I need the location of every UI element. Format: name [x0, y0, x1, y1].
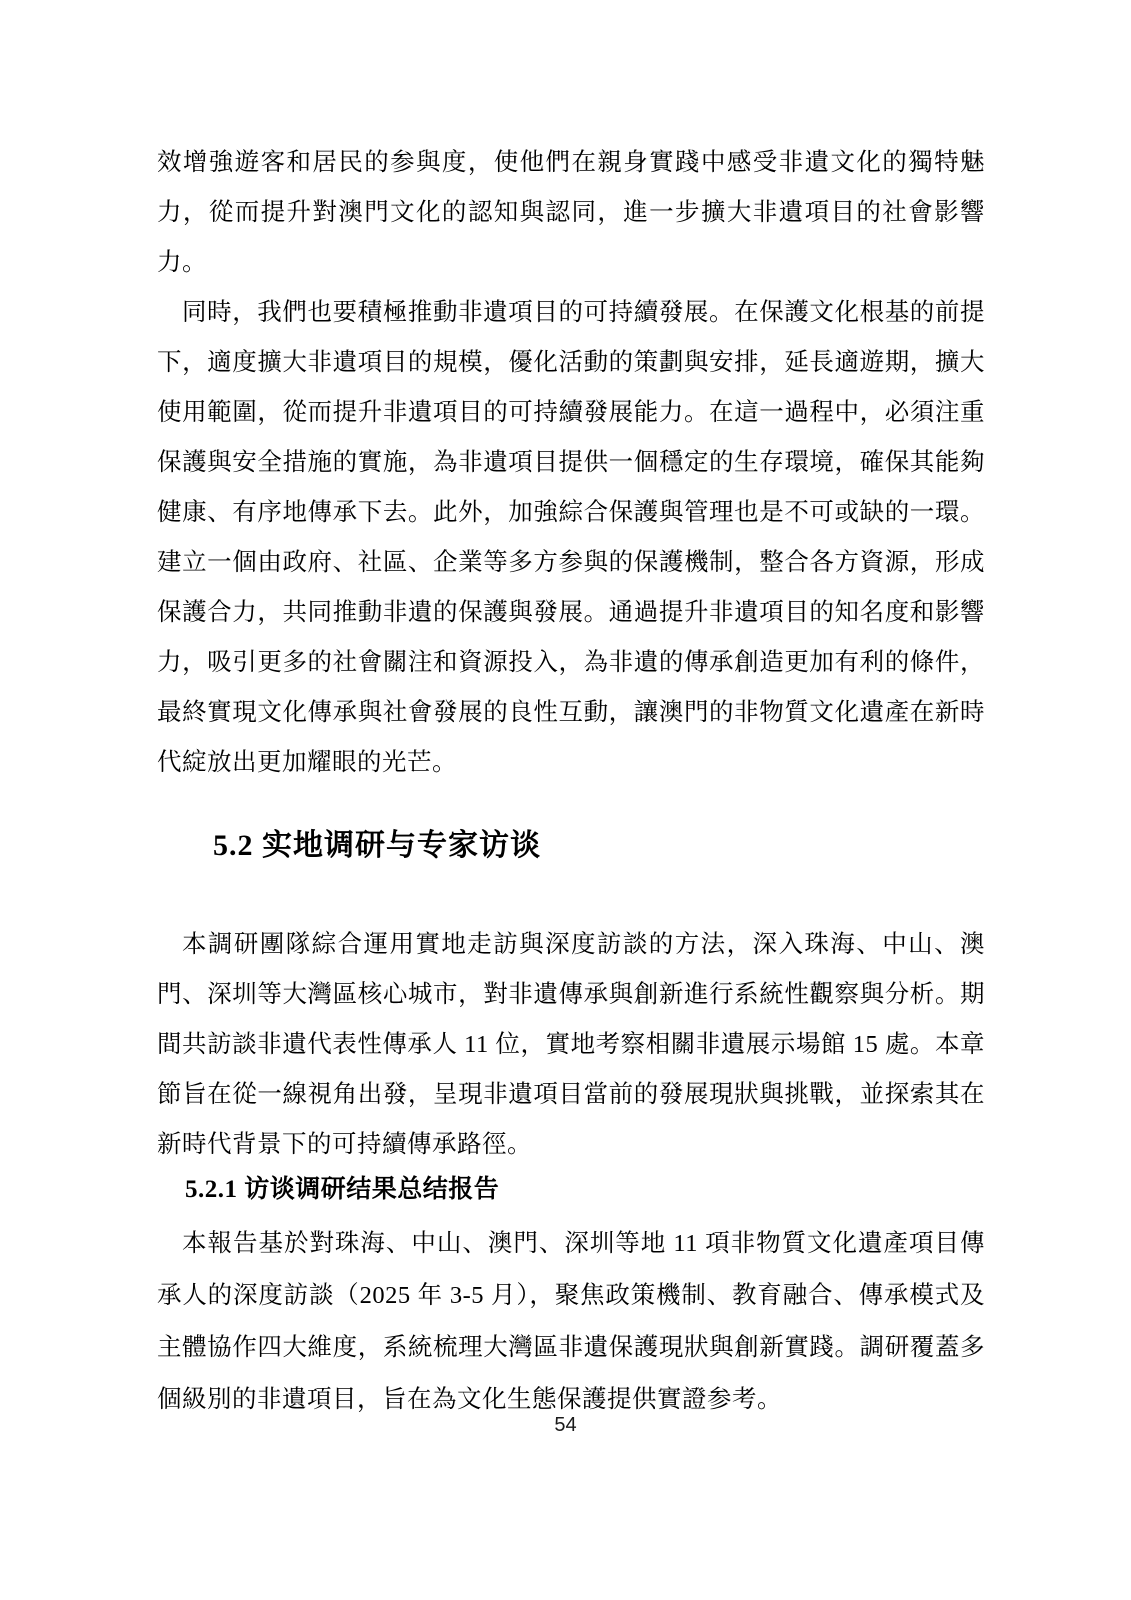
paragraph-field-research: 本調研團隊綜合運用實地走訪與深度訪談的方法，深入珠海、中山、澳門、深圳等大灣區核心城市，對非遺傳承與創新進行系統性觀察與分析。期間共訪談非遺代表性傳承人 11 位，實地考察相關非遺展示場館 15 處。本章節旨在從一線視角出發，呈現非遺項目當前的發展現狀與挑戰，並探索其在新時代背景下的可持續傳承路徑。: [157, 931, 985, 1158]
page-content: [157, 138, 985, 1426]
page-number: 54: [554, 1414, 577, 1436]
paragraph-continuation: 效增強遊客和居民的参與度，使他們在親身實踐中感受非遺文化的獨特魅力，從而提升對澳門文化的認知與認同，進一步擴大非遺項目的社會影響力。: [157, 149, 985, 276]
section-heading-5-2: 5.2 实地调研与专家访谈: [213, 829, 541, 862]
subsection-heading-5-2-1: 5.2.1 访谈调研结果总结报告: [185, 1176, 500, 1203]
paragraph-interview-report: 本報告基於對珠海、中山、澳門、深圳等地 11 項非物質文化遺產項目傳承人的深度訪談（2025 年 3-5 月），聚焦政策機制、教育融合、傳承模式及主體協作四大維度，系統梳理大灣區非遺保護現狀與創新實踐。調研覆蓋多個級別的非遺項目，旨在為文化生態保護提供實證参考。: [157, 1230, 985, 1413]
paragraph-sustainable-development: 同時，我們也要積極推動非遺項目的可持續發展。在保護文化根基的前提下，適度擴大非遺項目的規模，優化活動的策劃與安排，延長適遊期，擴大使用範圍，從而提升非遺項目的可持續發展能力。在這一過程中，必須注重保護與安全措施的實施，為非遺項目提供一個穩定的生存環境，確保其能夠健康、有序地傳承下去。此外，加強綜合保護與管理也是不可或缺的一環。建立一個由政府、社區、企業等多方参與的保護機制，整合各方資源，形成保護合力，共同推動非遺的保護與發展。通過提升非遺項目的知名度和影響力，吸引更多的社會關注和資源投入，為非遺的傳承創造更加有利的條件，最終實現文化傳承與社會發展的良性互動，讓澳門的非物質文化遺產在新時代綻放出更加耀眼的光芒。: [157, 299, 985, 776]
